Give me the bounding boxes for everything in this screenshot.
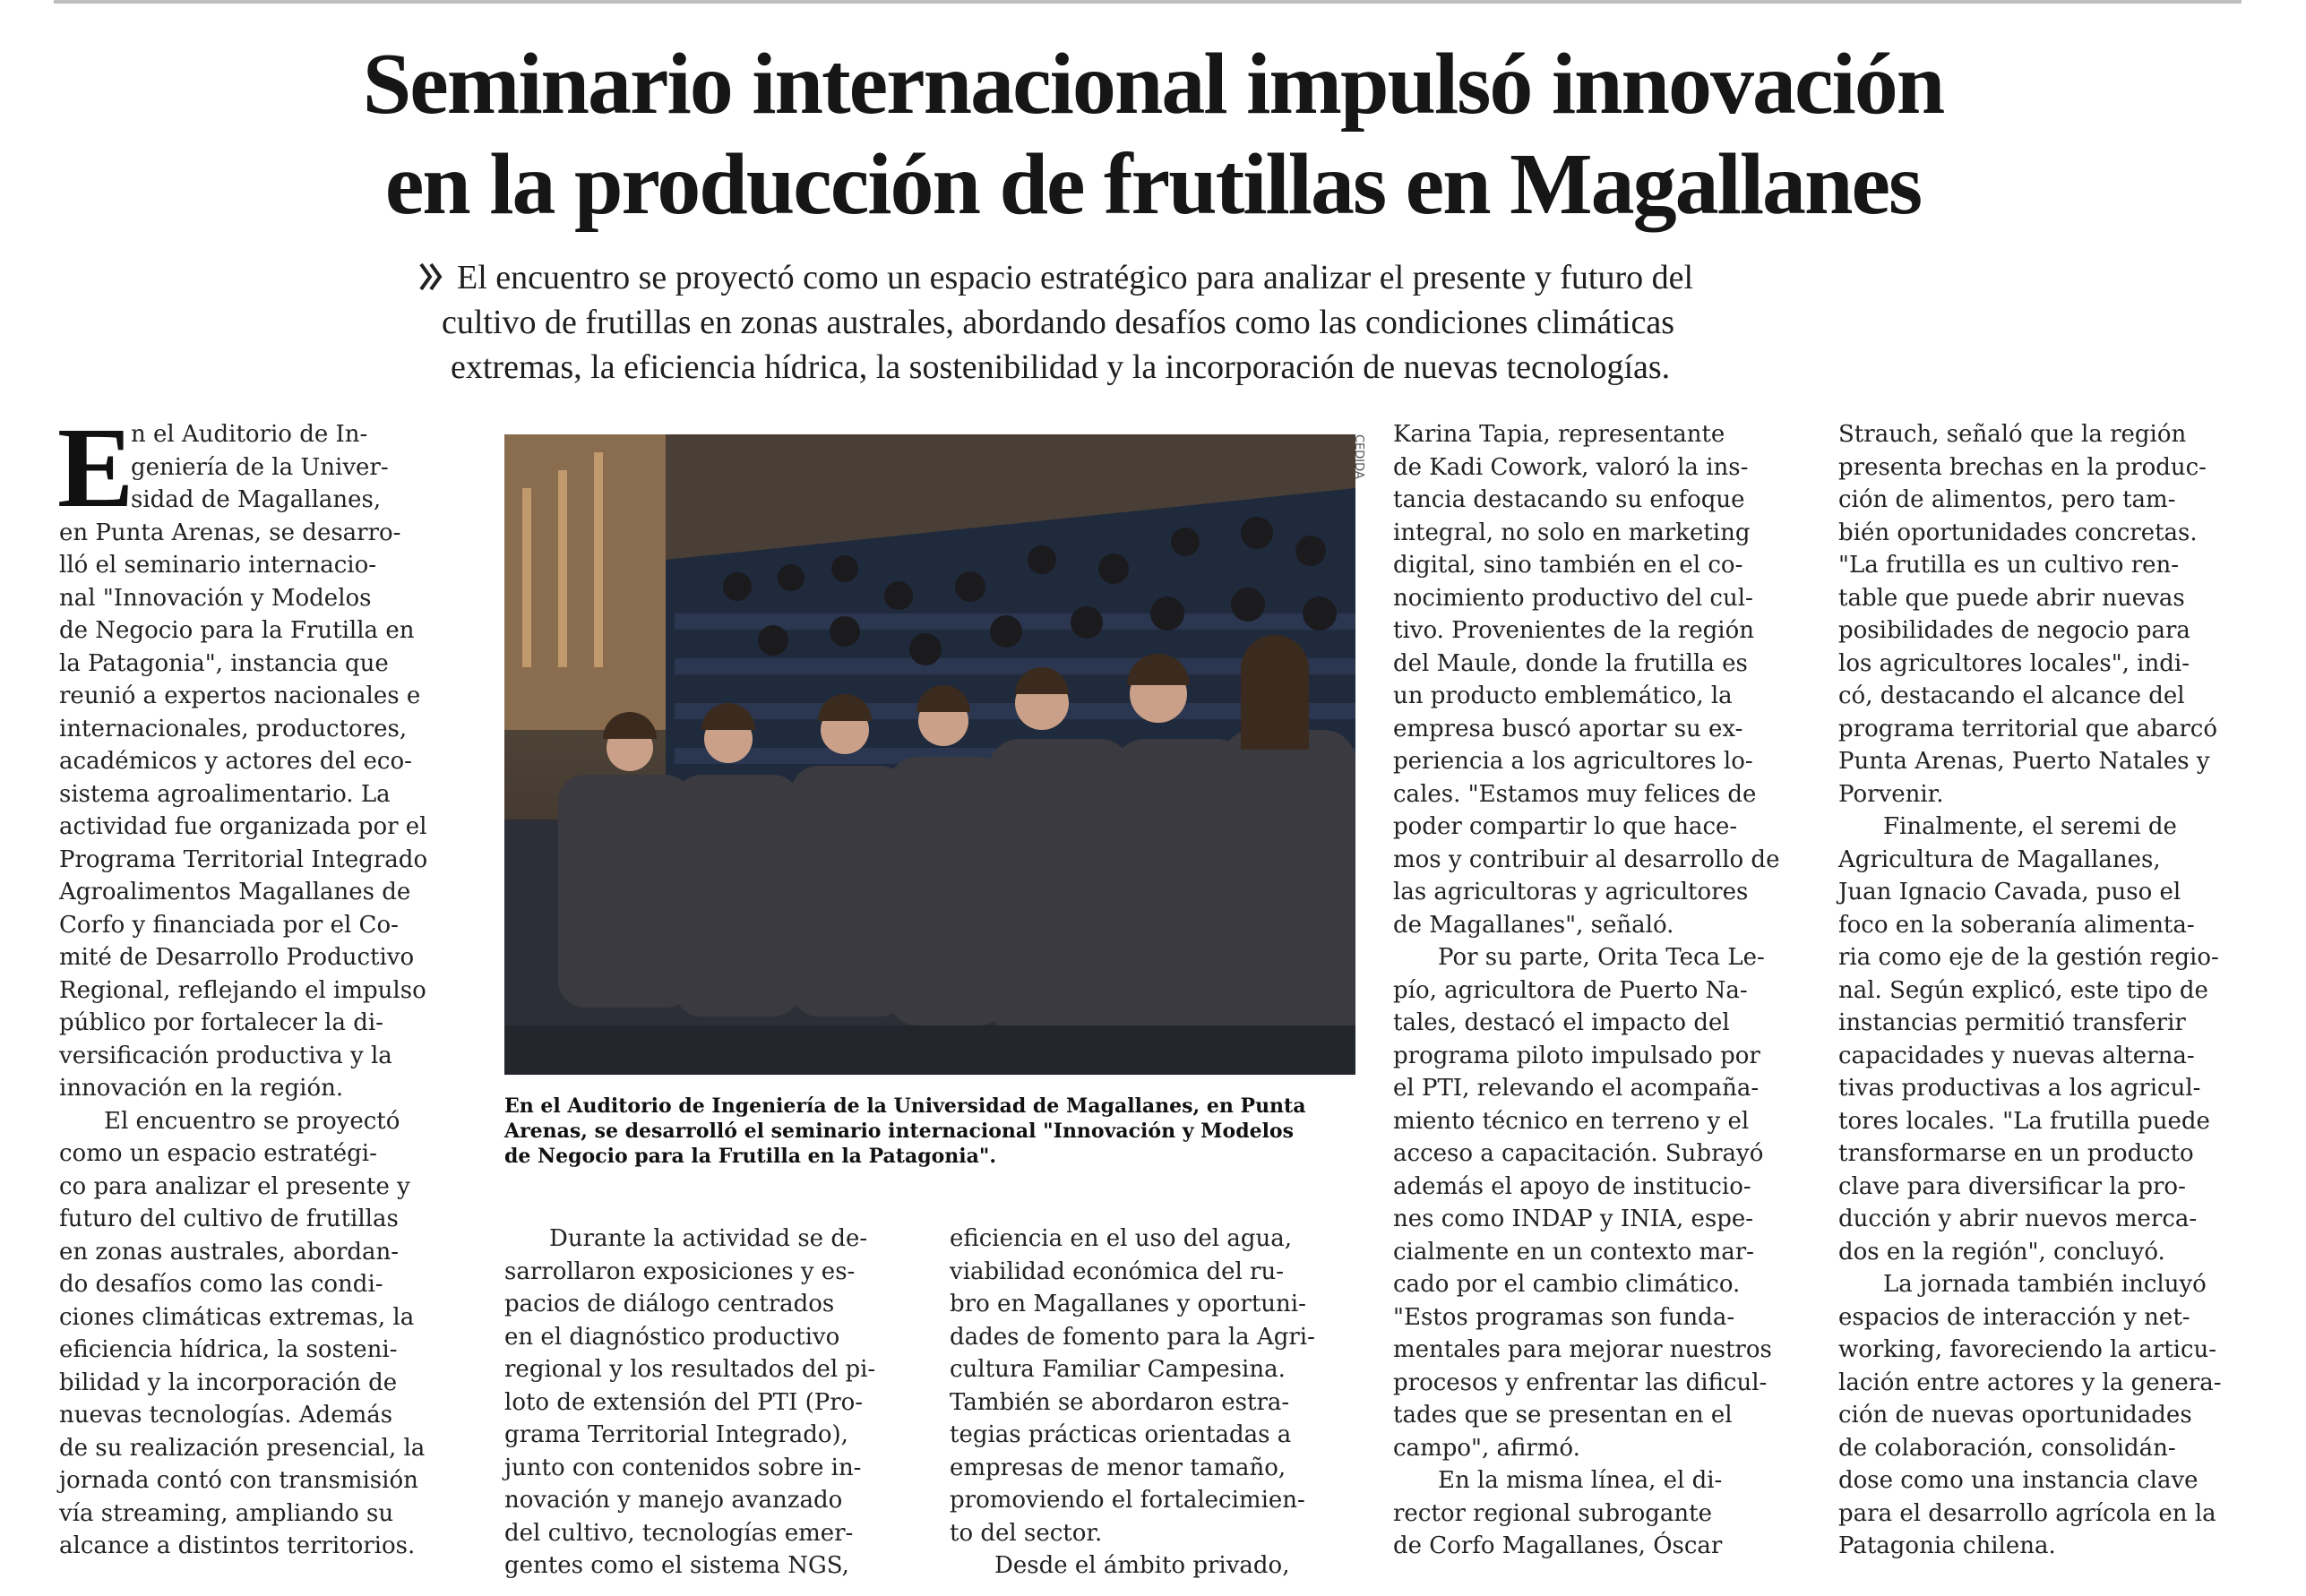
text-line: sarrollaron exposiciones y es- bbox=[504, 1257, 856, 1285]
text-line: los agricultores locales", indi- bbox=[1838, 649, 2190, 677]
text-line: nal "Innovación y Modelos bbox=[59, 584, 372, 612]
text-line: del cultivo, tecnologías emer- bbox=[504, 1519, 854, 1547]
text-line: geniería de la Univer- bbox=[131, 453, 389, 481]
text-line: empresas de menor tamaño, bbox=[950, 1454, 1286, 1481]
headline-line-2: en la producción de frutillas en Magallanes bbox=[384, 136, 1922, 233]
text-line: bilidad y la incorporación de bbox=[59, 1369, 398, 1396]
text-line: poder compartir lo que hace- bbox=[1393, 813, 1738, 840]
text-line: tegias prácticas orientadas a bbox=[950, 1421, 1292, 1448]
text-line: clave para diversificar la pro- bbox=[1838, 1172, 2186, 1200]
lead-line-1: El encuentro se proyectó como un espacio estratégico para analizar el presente y futuro del bbox=[457, 259, 1694, 296]
drop-cap: E bbox=[57, 404, 134, 531]
text-line: En la misma línea, el di- bbox=[1438, 1467, 1723, 1494]
text-line: procesos y enfrentar las dificul- bbox=[1393, 1369, 1768, 1396]
text-line: futuro del cultivo de frutillas bbox=[59, 1206, 399, 1232]
text-line: espacios de interacción y net- bbox=[1838, 1303, 2190, 1331]
text-line: nocimiento productivo del cul- bbox=[1393, 584, 1753, 612]
article-column-5 bbox=[1838, 418, 2222, 1563]
text-line: mentales para mejorar nuestros bbox=[1393, 1336, 1772, 1363]
text-line: de su realización presencial, la bbox=[59, 1434, 426, 1462]
text-line: como un espacio estratégi- bbox=[59, 1140, 377, 1167]
text-line: Finalmente, el seremi de bbox=[1883, 813, 2177, 840]
text-line: en Punta Arenas, se desarro- bbox=[59, 519, 401, 546]
text-line: Desde el ámbito privado, bbox=[994, 1552, 1290, 1579]
text-line: bién oportunidades concretas. bbox=[1838, 519, 2198, 546]
text-line: actividad fue organizada por el bbox=[59, 813, 427, 840]
text-line: transformarse en un producto bbox=[1838, 1140, 2194, 1167]
text-line: bro en Magallanes y oportuni- bbox=[950, 1291, 1306, 1317]
text-line: También se abordaron estra- bbox=[950, 1388, 1290, 1416]
text-line: para el desarrollo agrícola en la bbox=[1838, 1499, 2216, 1527]
headline-line-1: Seminario internacional impulsó innovación bbox=[362, 36, 1944, 133]
text-line: do desafíos como las condi- bbox=[59, 1271, 383, 1298]
text-line: capacidades y nuevas alterna- bbox=[1838, 1042, 2195, 1069]
text-line: presenta brechas en la produc- bbox=[1838, 453, 2207, 481]
text-line: dos en la región", concluyó. bbox=[1838, 1238, 2165, 1266]
text-line: to del sector. bbox=[950, 1519, 1103, 1547]
text-line: alcance a distintos territorios. bbox=[59, 1532, 416, 1559]
text-line: loto de extensión del PTI (Pro- bbox=[504, 1388, 864, 1416]
text-line: de Corfo Magallanes, Óscar bbox=[1393, 1532, 1723, 1559]
text-line: público por fortalecer la di- bbox=[59, 1009, 383, 1036]
text-line: jornada contó con transmisión bbox=[59, 1467, 418, 1494]
text-line: working, favoreciendo la articu- bbox=[1838, 1336, 2217, 1363]
text-line: cado por el cambio climático. bbox=[1393, 1271, 1741, 1298]
text-line: Porvenir. bbox=[1838, 780, 1944, 808]
text-line: gentes como el sistema NGS, bbox=[504, 1552, 849, 1579]
article-column-2 bbox=[504, 1223, 875, 1583]
text-line: Agricultura de Magallanes, bbox=[1838, 845, 2161, 873]
caption-line-3: de Negocio para la Frutilla en la Patagonia". bbox=[504, 1145, 997, 1168]
text-line: en zonas australes, abordan- bbox=[59, 1238, 400, 1266]
lead-line-2: cultivo de frutillas en zonas australes, abordando desafíos como las condiciones climáticas bbox=[442, 304, 1675, 341]
article-column-4 bbox=[1393, 418, 1779, 1563]
text-line: "Estos programas son funda- bbox=[1393, 1303, 1735, 1331]
text-line: del Maule, donde la frutilla es bbox=[1393, 649, 1748, 677]
top-rule bbox=[54, 0, 2241, 4]
text-line: novación y manejo avanzado bbox=[504, 1487, 843, 1514]
text-line: digital, sino también en el co- bbox=[1393, 552, 1743, 579]
text-line: académicos y actores del eco- bbox=[59, 748, 412, 775]
text-line: co para analizar el presente y bbox=[59, 1172, 410, 1200]
caption-line-2: Arenas, se desarrolló el seminario internacional "Innovación y Modelos bbox=[504, 1120, 1294, 1143]
text-line: empresa buscó aportar su ex- bbox=[1393, 715, 1743, 742]
text-line: Programa Territorial Integrado bbox=[59, 845, 428, 873]
text-line: La jornada también incluyó bbox=[1883, 1271, 2207, 1298]
text-line: acceso a capacitación. Subrayó bbox=[1393, 1140, 1764, 1167]
text-line: eficiencia hídrica, la sosteni- bbox=[59, 1336, 398, 1363]
auditorium-photo bbox=[504, 434, 1355, 1075]
text-line: internacionales, productores, bbox=[59, 715, 408, 742]
text-line: integral, no solo en marketing bbox=[1393, 519, 1751, 546]
text-line: có, destacando el alcance del bbox=[1838, 682, 2185, 709]
text-line: Karina Tapia, representante bbox=[1393, 421, 1725, 448]
text-line: programa piloto impulsado por bbox=[1393, 1042, 1760, 1069]
text-line: programa territorial que abarcó bbox=[1838, 715, 2217, 742]
text-line: de Magallanes", señaló. bbox=[1393, 911, 1674, 939]
text-line: sidad de Magallanes, bbox=[131, 486, 382, 513]
text-line: periencia a los agricultores lo- bbox=[1393, 748, 1753, 775]
text-line: lación entre actores y la genera- bbox=[1838, 1369, 2222, 1396]
text-line: las agricultoras y agricultores bbox=[1393, 879, 1749, 905]
text-line: junto con contenidos sobre in- bbox=[504, 1454, 862, 1481]
text-line: Por su parte, Orita Teca Le- bbox=[1438, 944, 1765, 971]
photo-credit: CEDIDA bbox=[1352, 434, 1365, 479]
text-line: eficiencia en el uso del agua, bbox=[950, 1225, 1293, 1252]
text-line: tores locales. "La frutilla puede bbox=[1838, 1107, 2210, 1135]
text-line: lló el seminario internacio- bbox=[59, 552, 377, 579]
text-line: tivas productivas a los agricul- bbox=[1838, 1075, 2201, 1102]
text-line: El encuentro se proyectó bbox=[104, 1107, 400, 1135]
text-line: de Kadi Cowork, valoró la ins- bbox=[1393, 453, 1749, 481]
text-line: n el Auditorio de In- bbox=[131, 421, 368, 448]
text-line: ducción y abrir nuevos merca- bbox=[1838, 1206, 2198, 1232]
text-line: miento técnico en terreno y el bbox=[1393, 1107, 1750, 1135]
text-line: Regional, reflejando el impulso bbox=[59, 976, 426, 1004]
text-line: cales. "Estamos muy felices de bbox=[1393, 780, 1757, 808]
text-line: nes como INDAP y INIA, espe- bbox=[1393, 1206, 1754, 1232]
text-line: pacios de diálogo centrados bbox=[504, 1291, 835, 1317]
text-line: tades que se presentan en el bbox=[1393, 1402, 1733, 1429]
text-line: regional y los resultados del pi- bbox=[504, 1356, 876, 1383]
text-line: de Negocio para la Frutilla en bbox=[59, 617, 415, 644]
text-line: cultura Familiar Campesina. bbox=[950, 1356, 1286, 1383]
text-line: dades de fomento para la Agri- bbox=[950, 1323, 1315, 1351]
text-line: mos y contribuir al desarrollo de bbox=[1393, 845, 1780, 873]
text-line: el PTI, relevando el acompaña- bbox=[1393, 1075, 1760, 1102]
text-line: ción de alimentos, pero tam- bbox=[1838, 486, 2176, 513]
text-line: vía streaming, ampliando su bbox=[59, 1499, 394, 1527]
text-line: ria como eje de la gestión regio- bbox=[1838, 944, 2219, 971]
text-line: ción de nuevas oportunidades bbox=[1838, 1402, 2192, 1429]
text-line: "La frutilla es un cultivo ren- bbox=[1838, 552, 2180, 579]
text-line: Patagonia chilena. bbox=[1838, 1532, 2056, 1559]
text-line: mité de Desarrollo Productivo bbox=[59, 944, 415, 971]
text-line: versificación productiva y la bbox=[59, 1042, 392, 1069]
text-line: campo", afirmó. bbox=[1393, 1434, 1580, 1462]
text-line: sistema agroalimentario. La bbox=[59, 780, 391, 808]
text-line: Agroalimentos Magallanes de bbox=[59, 879, 411, 905]
text-line: nal. Según explicó, este tipo de bbox=[1838, 976, 2208, 1004]
text-line: Strauch, señaló que la región bbox=[1838, 421, 2187, 448]
text-line: Durante la actividad se de- bbox=[549, 1225, 868, 1252]
photo-caption bbox=[504, 1094, 1305, 1169]
text-line: table que puede abrir nuevas bbox=[1838, 584, 2185, 612]
text-line: de colaboración, consolidán- bbox=[1838, 1434, 2176, 1462]
text-line: viabilidad económica del ru- bbox=[950, 1257, 1285, 1285]
text-line: posibilidades de negocio para bbox=[1838, 617, 2190, 644]
text-line: promoviendo el fortalecimien- bbox=[950, 1487, 1305, 1514]
caption-line-1: En el Auditorio de Ingeniería de la Universidad de Magallanes, en Punta bbox=[504, 1094, 1306, 1118]
lead-line-3: extremas, la eficiencia hídrica, la sostenibilidad y la incorporación de nuevas tecnologías. bbox=[451, 348, 1671, 386]
text-line: nuevas tecnologías. Además bbox=[59, 1402, 393, 1429]
text-line: grama Territorial Integrado), bbox=[504, 1421, 848, 1448]
text-line: cialmente en un contexto mar- bbox=[1393, 1238, 1754, 1266]
text-line: tancia destacando su enfoque bbox=[1393, 486, 1745, 513]
text-line: ciones climáticas extremas, la bbox=[59, 1303, 415, 1331]
text-line: tales, destacó el impacto del bbox=[1393, 1009, 1730, 1036]
text-line: reunió a expertos nacionales e bbox=[59, 682, 421, 709]
text-line: Corfo y financiada por el Co- bbox=[59, 911, 399, 939]
text-line: rector regional subrogante bbox=[1393, 1499, 1712, 1527]
text-line: Punta Arenas, Puerto Natales y bbox=[1838, 748, 2210, 775]
text-line: innovación en la región. bbox=[59, 1075, 344, 1102]
text-line: tivo. Provenientes de la región bbox=[1393, 617, 1755, 644]
text-line: un producto emblemático, la bbox=[1393, 682, 1733, 709]
text-line: Juan Ignacio Cavada, puso el bbox=[1838, 879, 2181, 905]
text-line: foco en la soberanía alimenta- bbox=[1838, 911, 2195, 939]
text-line: además el apoyo de institucio- bbox=[1393, 1172, 1751, 1200]
text-line: pío, agricultora de Puerto Na- bbox=[1393, 976, 1748, 1004]
article-column-1 bbox=[57, 404, 428, 1563]
text-line: en el diagnóstico productivo bbox=[504, 1323, 840, 1351]
article-column-3 bbox=[950, 1223, 1315, 1583]
lead-chevron-icon bbox=[419, 259, 446, 295]
text-line: dose como una instancia clave bbox=[1838, 1467, 2198, 1494]
text-line: instancias permitió transferir bbox=[1838, 1009, 2186, 1036]
text-line: la Patagonia", instancia que bbox=[59, 649, 389, 677]
